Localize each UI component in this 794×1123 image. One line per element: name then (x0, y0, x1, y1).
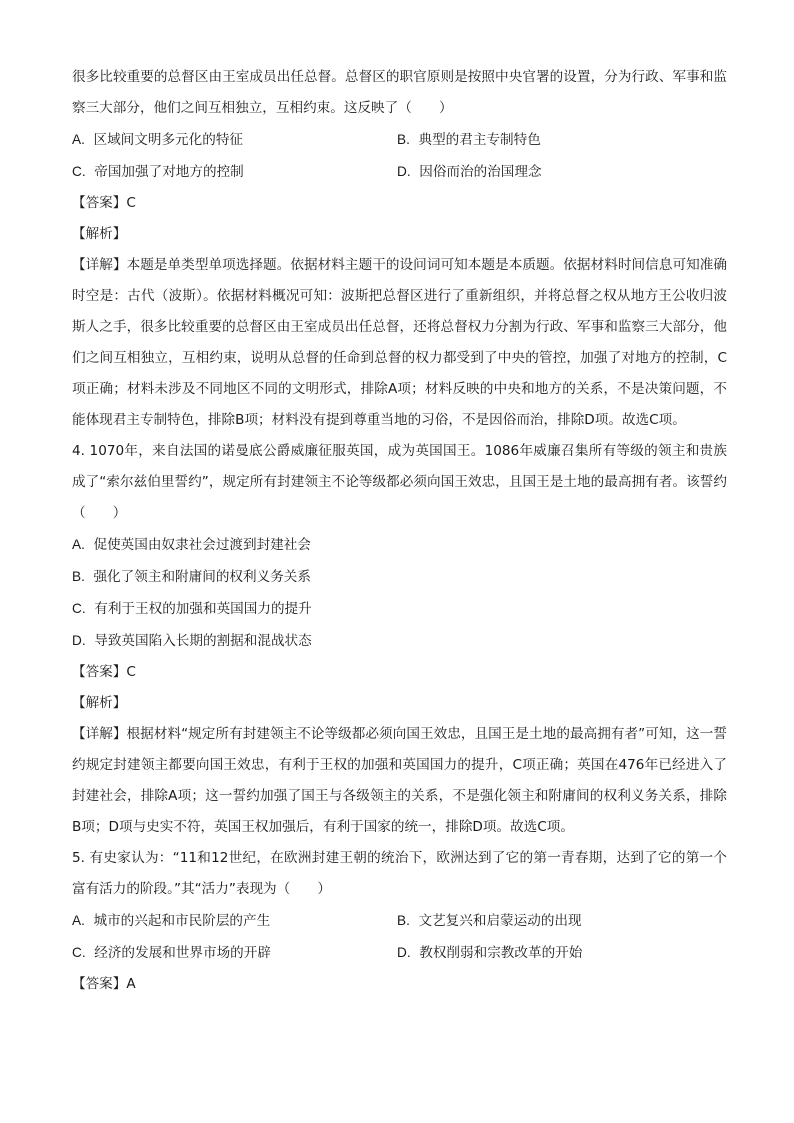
q5-answer: 【答案】A (72, 976, 136, 992)
q5-option-b: B. 文艺复兴和启蒙运动的出现 (397, 913, 582, 929)
q3-option-a: A. 区域间文明多元化的特征 (72, 132, 244, 148)
q4-option-d: D. 导致英国陷入长期的割据和混战状态 (72, 633, 312, 649)
q3-options (72, 124, 727, 188)
q5-options (72, 905, 727, 969)
q5-option-d: D. 教权削弱和宗教改革的开始 (397, 945, 583, 961)
q3-detail: 【详解】本题是单类型单项选择题。依据材料主题干的设问词可知本题是本质题。依据材料时间信息可知准确时空是：古代（波斯）。依据材料概况可知：波斯把总督区进行了重新组织，并将总督之权从地方王公收归波斯人之手，很多比较重要的总督区由王室成员出任总督，还将总督权力分割为行政、军事和监察三大部分，他们之间互相独立，互相约束，说明从总督的任命到总督的权力都受到了中央的管控，加强了对地方的控制，C项正确；材料未涉及不同地区不同的文明形式，排除A项；材料反映的中央和地方的关系，不是决策问题，不能体现君主专制特色，排除B项；材料没有提到尊重当地的习俗，不是因俗而治，排除D项。故选C项。 (72, 257, 727, 428)
q4-detail: 【详解】根据材料“规定所有封建领主不论等级都必须向国王效忠，且国王是土地的最高拥有者”可知，这一誓约规定封建领主都要向国王效忠，有利于王权的加强和英国国力的提升，C项正确；英国在476年已经进入了封建社会，排除A项；这一誓约加强了国王与各级领主的关系，不是强化领主和附庸间的权利义务关系，排除B项；D项与史实不符，英国王权加强后，有利于国家的统一，排除D项。故选C项。 (72, 726, 727, 835)
q4-analysis-label: 【解析】 (72, 695, 127, 711)
q5-option-a: A. 城市的兴起和市民阶层的产生 (72, 913, 271, 929)
q3-answer: 【答案】C (72, 195, 136, 211)
q3-stem: 很多比较重要的总督区由王室成员出任总督。总督区的职官原则是按照中央官署的设置，分为行政、军事和监察三大部分，他们之间互相独立，互相约束。这反映了（ ） (72, 69, 727, 116)
page-content (72, 62, 727, 1000)
q3-option-c: C. 帝国加强了对地方的控制 (72, 164, 244, 180)
q5-stem: 5. 有史家认为：“11和12世纪，在欧洲封建王朝的统治下，欧洲达到了它的第一青春期，达到了它的第一个富有活力的阶段。”其“活力”表现为（ ） (72, 850, 727, 897)
q3-option-d: D. 因俗而治的治国理念 (397, 164, 542, 180)
q5-option-c: C. 经济的发展和世界市场的开辟 (72, 945, 271, 961)
q4-answer: 【答案】C (72, 664, 136, 680)
q4-stem: 4. 1070年，来自法国的诺曼底公爵威廉征服英国，成为英国国王。1086年威廉召集所有等级的领主和贵族成了“索尔兹伯里誓约”，规定所有封建领主不论等级都必须向国王效忠，且国王是土地的最高拥有者。该誓约（ ） (72, 443, 727, 521)
q4-option-a: A. 促使英国由奴隶社会过渡到封建社会 (72, 537, 311, 553)
q3-option-b: B. 典型的君主专制特色 (397, 132, 541, 148)
q4-option-c: C. 有利于王权的加强和英国国力的提升 (72, 601, 312, 617)
q3-analysis-label: 【解析】 (72, 226, 127, 242)
q4-option-b: B. 强化了领主和附庸间的权利义务关系 (72, 569, 311, 585)
